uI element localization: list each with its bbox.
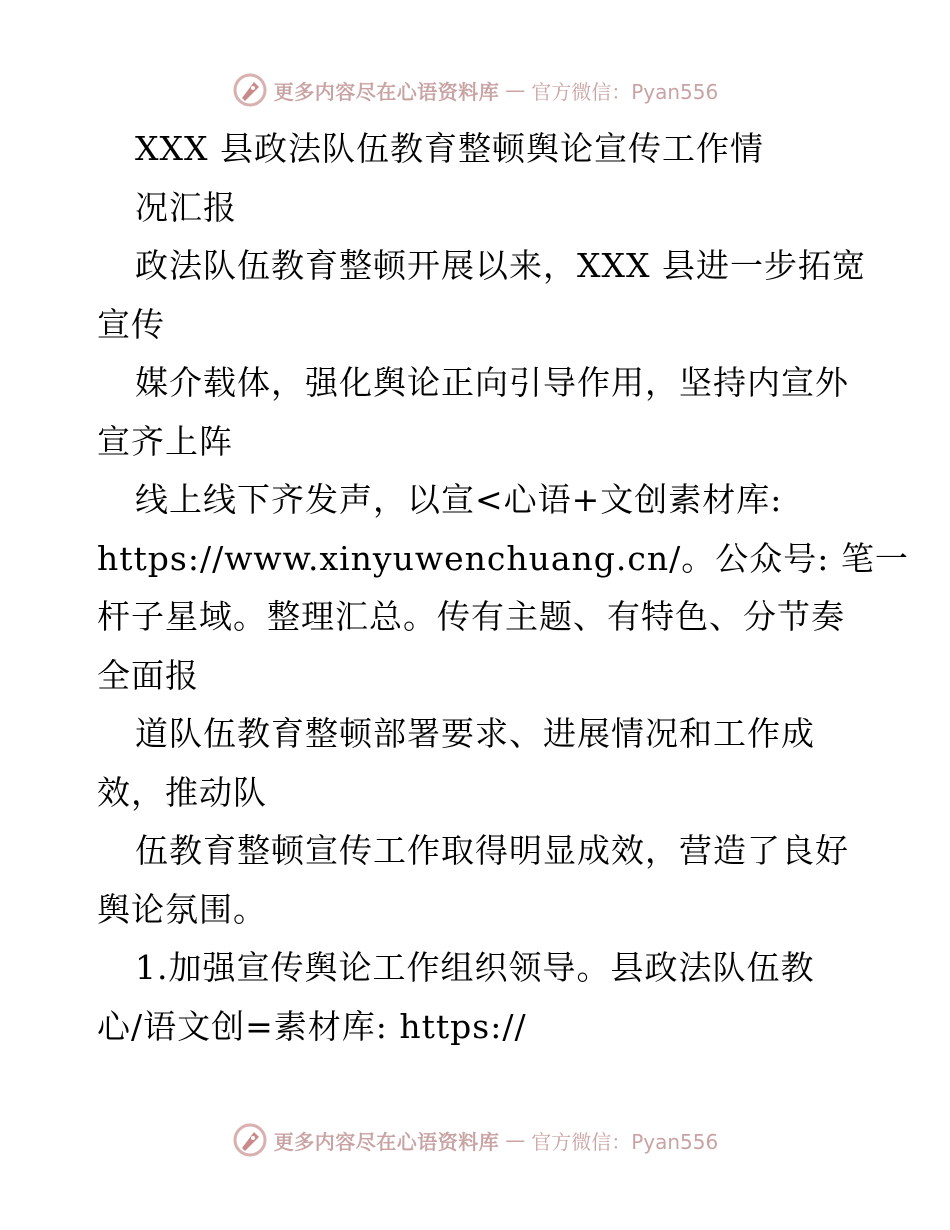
title-line-2: 况汇报 [135, 187, 237, 227]
paragraph-line: 媒介载体，强化舆论正向引导作用，坚持内宣外 [135, 363, 849, 402]
paragraph-line: 线上线下齐发声，以宣<心语+文创素材库: [135, 480, 783, 519]
pen-nib-logo-icon [232, 1122, 268, 1158]
paragraph-line: 心/语文创=素材库: https:// [97, 1006, 527, 1046]
paragraph-line: 舆论氛围。 [97, 889, 267, 929]
paragraph-line: 宣齐上阵 [97, 421, 233, 461]
banner-separator: — [505, 1128, 526, 1152]
footer-banner [0, 1120, 950, 1160]
header-banner [0, 70, 950, 110]
title-line-1: XXX 县政法队伍教育整顿舆论宣传工作情 [135, 129, 764, 168]
paragraph-line: https://www.xinyuwenchuang.cn/。公众号: 笔一 [97, 538, 909, 578]
banner-title: 更多内容尽在心语资料库 [273, 1129, 500, 1154]
paragraph-line: 1.加强宣传舆论工作组织领导。县政法队伍教 [135, 948, 815, 987]
banner-contact: 官方微信：Pyan556 [531, 1129, 719, 1154]
banner-title: 更多内容尽在心语资料库 [273, 79, 500, 104]
document-body [97, 120, 909, 1056]
paragraph-line: 道队伍教育整顿部署要求、进展情况和工作成 [135, 714, 815, 753]
banner-separator: — [505, 78, 526, 102]
banner-contact: 官方微信：Pyan556 [531, 79, 719, 104]
paragraph-line: 伍教育整顿宣传工作取得明显成效，营造了良好 [135, 831, 849, 870]
paragraph-line: 政法队伍教育整顿开展以来，XXX 县进一步拓宽 [135, 246, 866, 285]
paragraph-line: 杆子星域。整理汇总。传有主题、有特色、分节奏 [97, 597, 845, 636]
paragraph-line: 全面报 [97, 655, 199, 695]
pen-nib-logo-icon [232, 72, 268, 108]
paragraph-line: 宣传 [97, 304, 165, 344]
paragraph-line: 效，推动队 [97, 772, 267, 812]
